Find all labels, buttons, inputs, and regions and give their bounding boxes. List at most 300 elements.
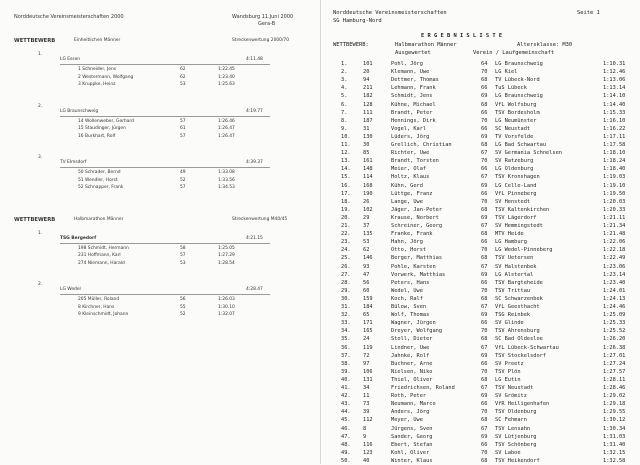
runner-name: Vorwerk, Matthias (391, 271, 446, 278)
club-name: TSV Kronshagen (495, 174, 540, 181)
member-time: 1:26.46 (218, 118, 235, 124)
rank: 28. (341, 279, 351, 286)
section-title: WETTBEWERB (14, 38, 56, 44)
bib-number: 111 (363, 109, 373, 116)
runner-name: Roth, Peter (391, 393, 427, 400)
rank: 43. (341, 401, 351, 408)
finish-time: 1:28.46 (603, 385, 626, 391)
birth-year: 66 (481, 239, 488, 246)
member-name: 8 Kirchner, Hans (78, 304, 115, 310)
finish-time: 1:21.11 (603, 214, 626, 221)
birth-year: 68 (481, 142, 488, 148)
club-name: SV Henstedt (495, 198, 531, 205)
birth-year: 70 (481, 368, 488, 375)
club-name: SC Fehmarn (495, 417, 527, 424)
table-row (321, 279, 640, 287)
runner-name: Brandt, Peter (391, 109, 433, 116)
runner-name: Lange, Uwe (391, 198, 423, 205)
club-name: TSV Trittau (495, 287, 531, 294)
table-row (321, 60, 640, 68)
runner-name: Schmidt, Jens (391, 93, 433, 100)
birth-year: 70 (481, 198, 488, 205)
member-time: 1:28.54 (218, 260, 235, 266)
club-name: SC Schwarzenbek (495, 295, 543, 302)
team-name: TSG Bergedorf (60, 235, 97, 241)
runner-name: Peters, Hans (391, 279, 430, 286)
member-name: 15 Staudinger, Jürgen (78, 126, 126, 131)
finish-time: 1:30.34 (603, 425, 626, 432)
rank: 36. (341, 344, 351, 351)
rank: 26. (341, 263, 351, 270)
finish-time: 1:17.58 (603, 142, 626, 148)
finish-time: 1:24.13 (603, 295, 626, 302)
table-row (321, 222, 640, 230)
finish-time: 1:19.50 (603, 190, 626, 197)
runner-name: Lindner, Uwe (391, 344, 430, 351)
rank: 39. (341, 368, 351, 375)
rank: 42. (341, 393, 351, 400)
birth-year: 69 (481, 393, 488, 400)
member-time: 1:30.10 (218, 304, 235, 310)
team-place: 1. (38, 52, 43, 57)
rank: 41. (341, 385, 351, 391)
rank: 18. (341, 198, 351, 205)
birth-year: 70 (481, 158, 488, 165)
finish-time: 1:14.10 (603, 93, 626, 100)
bib-number: 148 (363, 166, 373, 173)
bib-number: 72 (363, 352, 370, 359)
birth-year: 67 (481, 223, 488, 229)
member-time: 1:33.56 (218, 177, 235, 183)
table-row (321, 319, 640, 327)
birth-year: 69 (481, 182, 488, 189)
runner-name: Wolf, Thomas (391, 312, 430, 319)
rank: 30. (341, 295, 351, 302)
club-name: LG Neumünster (495, 117, 537, 124)
bib-number: 131 (363, 376, 373, 383)
bib-number: 211 (363, 85, 373, 92)
competition-label: WETTBEWERB: (333, 42, 369, 48)
bib-number: 97 (363, 360, 370, 367)
runner-name: Grellich, Christian (391, 142, 452, 148)
member-time: 1:26.47 (218, 126, 235, 131)
bib-number: 56 (363, 279, 370, 286)
rank: 5. (341, 93, 348, 100)
birth-year: 66 (481, 109, 488, 116)
table-row (321, 76, 640, 84)
runner-name: Thiel, Oliver (391, 376, 433, 383)
finish-time: 1:25.09 (603, 312, 626, 319)
club-name: TSV Stockelsdorf (495, 352, 547, 359)
rank: 12. (341, 150, 351, 157)
club-name: VfL Geesthacht (495, 304, 540, 310)
table-row (321, 368, 640, 376)
member-name: 9 Kleinschmidt, Johann (78, 312, 129, 317)
runner-name: Franke, Frank (391, 231, 433, 238)
rank: 19. (341, 206, 351, 213)
left-header-sub: Gera-B (258, 21, 276, 27)
team-total: 4:28.47 (246, 287, 263, 292)
section-subtitle: Einheitlichen Männer (74, 38, 121, 43)
team-rule (60, 243, 270, 244)
runner-name: Jürgens, Sven (391, 425, 433, 432)
member-time: 1:25.05 (218, 245, 235, 251)
bib-number: 26 (363, 198, 370, 205)
rank: 2. (341, 69, 348, 76)
bib-number: 184 (363, 304, 373, 310)
team-total: 4:19.77 (246, 108, 263, 114)
rank: 23. (341, 239, 351, 246)
finish-time: 1:25.33 (603, 320, 626, 327)
birth-year: 69 (481, 214, 488, 221)
member-year: 56 (180, 297, 186, 302)
left-header-date: Wandsburg 11.Juni 2000 (232, 14, 294, 20)
runner-name: Nielsen, Niko (391, 368, 433, 375)
club-name: TSV Kaltenkirchen (495, 206, 550, 213)
rank: 48. (341, 441, 351, 448)
rank: 32. (341, 312, 351, 319)
section-wertung: Streckenwertung 2000/70 (232, 38, 290, 43)
rank: 35. (341, 336, 351, 343)
finish-time: 1:27.24 (603, 360, 626, 367)
member-year: 57 (180, 133, 186, 139)
bib-number: 114 (363, 174, 373, 181)
birth-year: 70 (481, 287, 488, 294)
table-row (321, 133, 640, 141)
birth-year: 70 (481, 247, 488, 254)
rank: 10. (341, 133, 351, 140)
team-place: 3. (38, 155, 43, 160)
table-row (321, 68, 640, 76)
club-name: TSV Bargteheide (495, 279, 543, 286)
finish-time: 1:13.14 (603, 85, 626, 92)
birth-year: 66 (481, 320, 488, 327)
member-year: 57 (180, 118, 186, 124)
sub-header-left: Ausgewertet (395, 50, 431, 56)
member-year: 55 (180, 304, 186, 310)
finish-time: 1:16.22 (603, 125, 626, 132)
birth-year: 66 (481, 441, 488, 448)
bib-number: 40 (363, 457, 370, 464)
table-row (321, 408, 640, 416)
bib-number: 171 (363, 320, 373, 327)
team-place: 1. (38, 230, 43, 236)
table-row (321, 441, 640, 449)
team-name: LG Wedel (60, 287, 81, 292)
rank: 50. (341, 457, 351, 464)
club-name: SV Glinde (495, 320, 524, 327)
birth-year: 66 (481, 125, 488, 132)
rank: 47. (341, 433, 351, 440)
right-page (320, 0, 640, 464)
member-year: 58 (180, 245, 186, 251)
member-name: 2 Westermann, Wolfgang (78, 74, 134, 80)
rank: 4. (341, 85, 348, 92)
finish-time: 1:10.31 (603, 61, 626, 67)
club-name: LG Braunschweig (495, 93, 543, 100)
finish-time: 1:29.18 (603, 401, 626, 408)
rank: 46. (341, 425, 351, 432)
birth-year: 67 (481, 150, 488, 157)
runner-name: Kühn, Gerd (391, 182, 423, 189)
birth-year: 68 (481, 336, 488, 343)
team-total: 4:11.48 (246, 57, 263, 62)
bib-number: 62 (363, 247, 370, 254)
rank: 11. (341, 142, 351, 148)
list-title: E R G E B N I S L I S T E (421, 33, 503, 39)
runner-name: Jahnke, Rolf (391, 352, 430, 359)
member-name: 52 Schnapper, Frank (78, 185, 124, 190)
runner-name: Winter, Klaus (391, 457, 433, 464)
finish-time: 1:13.06 (603, 77, 626, 84)
table-row (321, 190, 640, 198)
club-name: TSV Bordesholm (495, 109, 540, 116)
rank: 31. (341, 304, 351, 310)
finish-time: 1:23.06 (603, 263, 626, 270)
bib-number: 190 (363, 190, 373, 197)
club-name: VfL Pinneberg (495, 190, 537, 197)
finish-time: 1:20.03 (603, 198, 626, 205)
team-name: LG Braunschweig (60, 108, 99, 114)
finish-time: 1:16.10 (603, 117, 626, 124)
club-name: LG Braunschweig (495, 61, 543, 67)
runner-name: Kohl, Oliver (391, 449, 430, 456)
team-name: LG Essen (60, 57, 81, 62)
runner-name: Koch, Ralf (391, 295, 423, 302)
runner-name: Pohl, Jörg (391, 61, 423, 67)
finish-time: 1:18.24 (603, 158, 626, 165)
runner-name: Lüttge, Franz (391, 190, 433, 197)
table-row (321, 400, 640, 408)
club-name: SV Lütjenburg (495, 433, 537, 440)
birth-year: 70 (481, 409, 488, 416)
team-rule (60, 64, 270, 65)
runner-name: Hahn, Jörg (391, 239, 423, 246)
rank: 21. (341, 223, 351, 229)
club-name: TSV Schönberg (495, 441, 537, 448)
birth-year: 67 (481, 304, 488, 310)
runner-name: Meyer, Uwe (391, 417, 423, 424)
table-row (321, 303, 640, 311)
runner-name: Dreyer, Wolfgang (391, 328, 443, 335)
birth-year: 69 (481, 433, 488, 440)
birth-year: 67 (481, 263, 488, 270)
finish-time: 1:22.06 (603, 239, 626, 246)
member-name: 51 Wendler, Horst (78, 177, 118, 183)
finish-time: 1:23.40 (603, 279, 626, 286)
rank: 14. (341, 166, 351, 173)
table-row (321, 271, 640, 279)
club-name: TSV Uetersen (495, 255, 534, 262)
team-total: 4:21.15 (246, 235, 263, 241)
member-name: 1 Schneider, Jens (78, 67, 117, 72)
finish-time: 1:29.55 (603, 409, 626, 416)
birth-year: 66 (481, 85, 488, 92)
section-title: WETTBEWERB (14, 216, 56, 223)
member-name: 274 Niemann, Harald (78, 260, 125, 266)
finish-time: 1:23.14 (603, 271, 626, 278)
club-name: SV Halstenbek (495, 263, 537, 270)
runner-name: Richter, Uwe (391, 150, 430, 157)
club-name: LG Kiel (495, 69, 518, 76)
club-name: TSV Ahrensburg (495, 328, 540, 335)
finish-time: 1:32.58 (603, 457, 626, 464)
finish-time: 1:32.15 (603, 449, 626, 456)
finish-time: 1:15.33 (603, 109, 626, 116)
table-row (321, 392, 640, 400)
table-row (321, 165, 640, 173)
club-name: SV Grömitz (495, 393, 527, 400)
member-name: 3 Kruppke, Heinz (78, 82, 116, 87)
club-name: TSV Heikendorf (495, 457, 540, 464)
finish-time: 1:24.46 (603, 304, 626, 310)
birth-year: 68 (481, 255, 488, 262)
birth-year: 68 (481, 77, 488, 84)
bib-number: 73 (363, 401, 370, 408)
club-name: SC Neustadt (495, 125, 531, 132)
runner-name: Wedel, Uwe (391, 287, 423, 294)
runner-name: Dettmer, Thomas (391, 77, 439, 84)
table-row (321, 376, 640, 384)
club-name: LG Oldenburg (495, 166, 534, 173)
birth-year: 67 (481, 344, 488, 351)
team-place: 2. (38, 103, 43, 109)
right-header-line1: Norddeutsche Vereinsmeisterschaften (333, 10, 447, 16)
birth-year: 67 (481, 174, 488, 181)
finish-time: 1:25.52 (603, 328, 626, 335)
table-row (321, 206, 640, 214)
finish-time: 1:18.40 (603, 166, 626, 173)
club-name: LG Eutin (495, 376, 521, 383)
club-name: VfR Heiligenhafen (495, 401, 550, 408)
bib-number: 112 (363, 417, 373, 424)
section-subtitle: Halbmarathon Männer (74, 216, 124, 222)
birth-year: 70 (481, 69, 488, 76)
bib-number: 123 (363, 449, 373, 456)
member-name: 198 Schmidt, Hermann (78, 245, 129, 251)
birth-year: 66 (481, 360, 488, 367)
table-row (321, 84, 640, 92)
bib-number: 93 (363, 263, 370, 270)
rank: 13. (341, 158, 351, 165)
member-year: 57 (180, 253, 186, 258)
member-year: 52 (180, 312, 186, 317)
table-row (321, 182, 640, 190)
team-place: 2. (38, 282, 43, 287)
birth-year: 64 (481, 61, 488, 67)
right-header-line2: SG Hamburg-Nord (333, 18, 382, 24)
runner-name: Holtz, Klaus (391, 174, 430, 181)
member-year: 53 (180, 82, 186, 87)
bib-number: 119 (363, 344, 373, 351)
birth-year: 68 (481, 457, 488, 464)
member-year: 53 (180, 260, 186, 266)
finish-time: 1:30.12 (603, 417, 626, 424)
finish-time: 1:22.49 (603, 255, 626, 262)
finish-time: 1:12.46 (603, 69, 626, 76)
member-year: 61 (180, 126, 186, 131)
rank: 37. (341, 352, 351, 359)
table-row (321, 157, 640, 165)
bib-number: 182 (363, 93, 373, 100)
club-name: TSV Lägerdorf (495, 214, 537, 221)
club-name: TV Vorsfelde (495, 133, 534, 140)
club-name: MTV Heide (495, 231, 524, 238)
sub-header-right: Verein / Laufgemeinschaft (473, 50, 555, 56)
club-name: VfL Lübeck-Schwartau (495, 344, 559, 351)
birth-year: 66 (481, 166, 488, 173)
rank: 3. (341, 77, 348, 84)
left-page (0, 0, 320, 464)
club-name: SV Ratzeburg (495, 158, 534, 165)
member-time: 1:22.45 (218, 67, 235, 72)
table-row (321, 327, 640, 335)
table-row (321, 246, 640, 254)
finish-time: 1:26.20 (603, 336, 626, 343)
member-name: 14 Wollenweber, Gerhard (78, 118, 134, 124)
table-row (321, 263, 640, 271)
bib-number: 102 (363, 206, 373, 213)
finish-time: 1:27.01 (603, 352, 626, 359)
birth-year: 66 (481, 279, 488, 286)
bib-number: 128 (363, 101, 373, 108)
club-name: SV Germania Schnelsen (495, 150, 562, 157)
table-row (321, 311, 640, 319)
member-time: 1:26.03 (218, 297, 235, 302)
club-name: TSV Neustadt (495, 385, 534, 391)
table-row (321, 125, 640, 133)
club-name: SC Bad Oldesloe (495, 336, 543, 343)
team-rule (60, 167, 270, 168)
bib-number: 29 (363, 214, 370, 221)
member-year: 57 (180, 185, 186, 190)
bib-number: 187 (363, 117, 373, 124)
runner-name: Jäger, Jan-Peter (391, 206, 443, 213)
rank: 6. (341, 101, 348, 108)
rank: 7. (341, 109, 348, 116)
member-time: 1:27.29 (218, 253, 235, 258)
runner-name: Stoll, Dieter (391, 336, 433, 343)
team-total: 4:39.37 (246, 160, 263, 165)
table-row (321, 449, 640, 457)
table-row (321, 238, 640, 246)
rank: 22. (341, 231, 351, 238)
table-row (321, 295, 640, 303)
finish-time: 1:31.40 (603, 441, 626, 448)
birth-year: 68 (481, 101, 488, 108)
club-name: LG Celle-Land (495, 182, 537, 189)
runner-name: Otto, Horst (391, 247, 427, 254)
club-name: SV Hemmingstedt (495, 223, 543, 229)
bib-number: 135 (363, 231, 373, 238)
bib-number: 165 (363, 328, 373, 335)
table-row (321, 230, 640, 238)
runner-name: Lehmann, Frank (391, 85, 436, 92)
rank: 45. (341, 417, 351, 424)
table-row (321, 173, 640, 181)
finish-time: 1:27.57 (603, 368, 626, 375)
runner-name: Wagner, Jürgen (391, 320, 436, 327)
member-name: 16 Burkhart, Rolf (78, 133, 116, 139)
club-name: LG Bad Schwartau (495, 142, 547, 148)
club-name: LG Hamburg (495, 239, 527, 246)
member-time: 1:32.07 (218, 312, 235, 317)
birth-year: 66 (481, 401, 488, 408)
team-rule (60, 294, 270, 295)
finish-time: 1:28.11 (603, 376, 626, 383)
club-name: TSG Reinbek (495, 312, 531, 319)
rank: 17. (341, 190, 351, 197)
